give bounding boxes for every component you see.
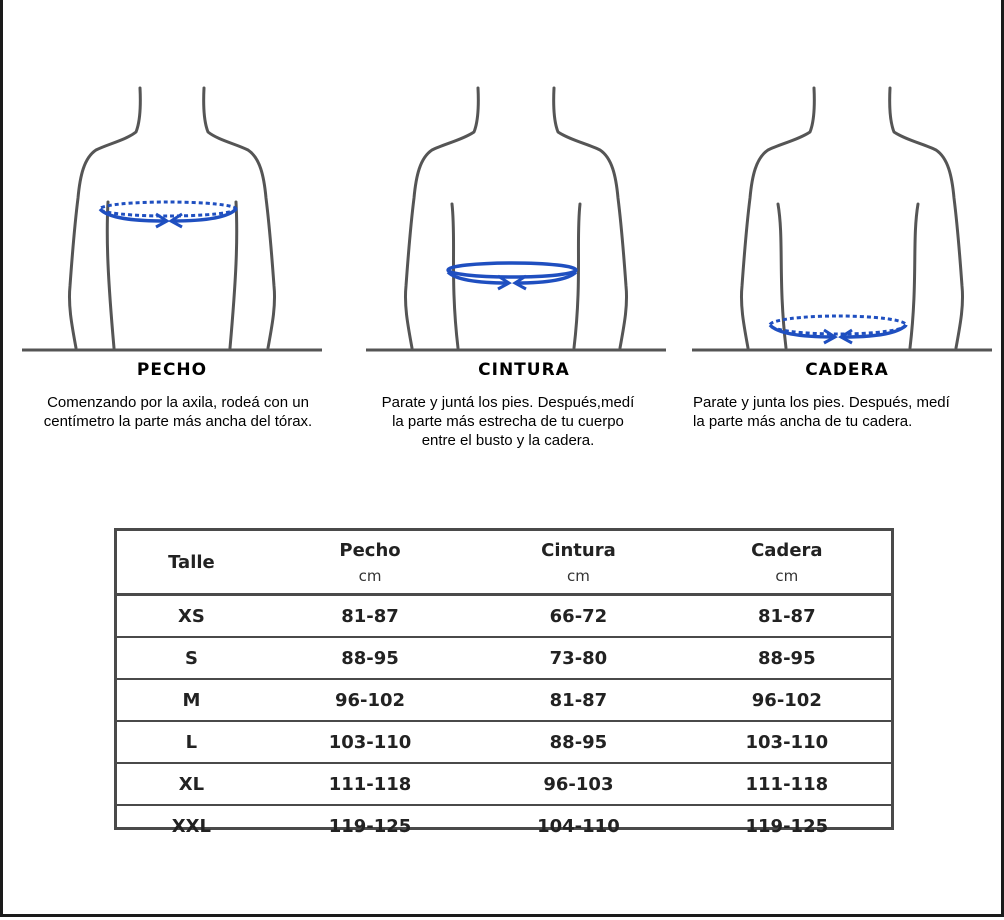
table-header bbox=[117, 531, 891, 596]
chest-title: PECHO bbox=[136, 360, 208, 380]
size-table bbox=[114, 528, 894, 837]
hip-title: CADERA bbox=[805, 360, 889, 380]
hip-cell: 96-102 bbox=[751, 689, 822, 711]
chest-measure-illustration bbox=[22, 80, 322, 352]
waist-title: CINTURA bbox=[478, 360, 570, 380]
waist-cell: 73-80 bbox=[549, 647, 608, 669]
hip-cell: 103-110 bbox=[745, 731, 829, 753]
waist-cell: 104-110 bbox=[537, 815, 620, 837]
chest-description: Comenzando por la axila, rodeá con un centímetro la parte más ancha del tórax. bbox=[43, 394, 313, 430]
hip-cell: 119-125 bbox=[745, 815, 829, 837]
chest-cell: 103-110 bbox=[328, 731, 412, 753]
waist-cell: 66-72 bbox=[549, 605, 608, 627]
chest-cell: 119-125 bbox=[328, 815, 412, 837]
chest-cell: 96-102 bbox=[334, 689, 406, 711]
size-cell: XS bbox=[178, 605, 205, 627]
table-row bbox=[117, 804, 891, 846]
waist-measure-illustration bbox=[366, 80, 666, 352]
size-cell: XL bbox=[178, 773, 205, 795]
size-cell: XXL bbox=[171, 815, 212, 837]
size-cell: L bbox=[185, 731, 198, 753]
waist-cell: 81-87 bbox=[549, 689, 608, 711]
header-waist: Cintura cm bbox=[541, 539, 616, 585]
size-cell: S bbox=[184, 647, 198, 669]
table-row bbox=[117, 762, 891, 804]
waist-cell: 88-95 bbox=[549, 731, 608, 753]
table-row bbox=[117, 720, 891, 762]
hip-cell: 111-118 bbox=[745, 773, 829, 795]
header-chest: Pecho cm bbox=[339, 539, 401, 585]
header-size: Talle bbox=[168, 551, 215, 573]
table-row bbox=[117, 596, 891, 636]
chest-cell: 81-87 bbox=[341, 605, 399, 627]
waist-description: Parate y juntá los pies. Después,medí la parte más estrecha de tu cuerpo entre el busto y la cadera. bbox=[381, 394, 635, 449]
table-row bbox=[117, 636, 891, 678]
hip-cell: 81-87 bbox=[758, 605, 816, 627]
header-hip: Cadera cm bbox=[751, 539, 823, 585]
waist-cell: 96-103 bbox=[543, 773, 614, 795]
hip-cell: 88-95 bbox=[758, 647, 816, 669]
chest-cell: 88-95 bbox=[341, 647, 399, 669]
size-cell: M bbox=[182, 689, 201, 711]
table-row bbox=[117, 678, 891, 720]
hip-description: Parate y junta los pies. Después, medí la parte más ancha de tu cadera. bbox=[693, 394, 950, 430]
hip-measure-illustration bbox=[692, 80, 992, 352]
chest-cell: 111-118 bbox=[328, 773, 412, 795]
